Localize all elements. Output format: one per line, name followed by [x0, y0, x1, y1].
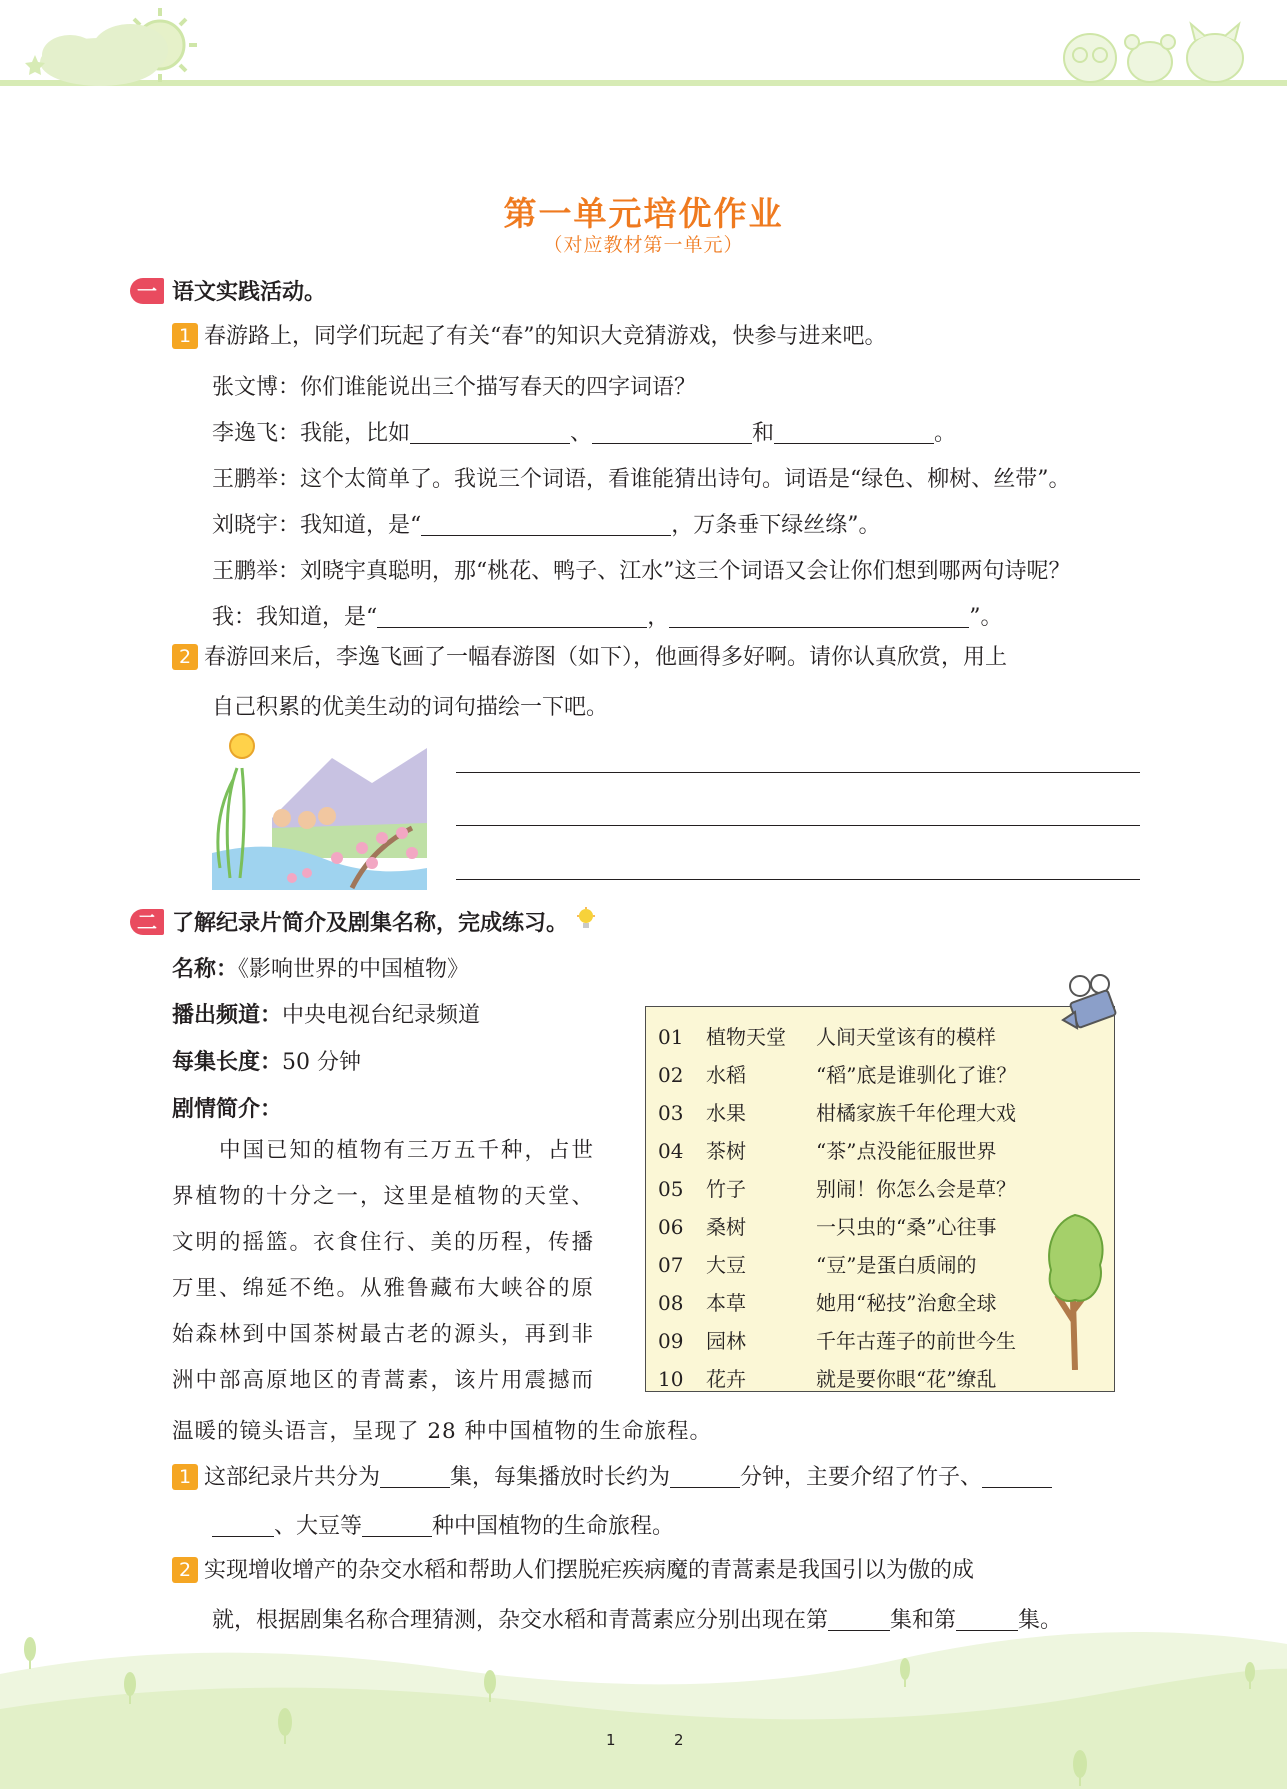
footer-hills-decoration — [0, 1614, 1287, 1789]
channel-label: 播出频道： — [172, 1003, 283, 1028]
episode-name: 竹子 — [706, 1177, 746, 1201]
s1-question-1 — [172, 322, 887, 352]
episode-row — [658, 1211, 996, 1240]
intro-line: 洲中部高原地区的青蒿素，该片用震撼而 — [172, 1368, 596, 1393]
episode-number: 04 — [658, 1139, 684, 1163]
intro-line: 文明的摇篮。衣食住行、美的历程，传播 — [172, 1230, 596, 1255]
s2-q1-text: 、大豆等 — [274, 1514, 363, 1539]
channel-row — [172, 998, 480, 1029]
s2-question-1 — [172, 1463, 1052, 1493]
episode-name: 植物天堂 — [706, 1025, 786, 1049]
episode-title: “豆”是蛋白质闹的 — [816, 1253, 977, 1277]
episode-row — [658, 1097, 1016, 1126]
intro-label — [172, 1092, 282, 1123]
intro-line: 中国已知的植物有三万五千种，占世 — [172, 1138, 596, 1163]
spring-outing-illustration — [212, 728, 427, 890]
episode-number: 09 — [658, 1329, 684, 1353]
dialogue-line-4-tail: ，万条垂下绿丝绦”。 — [671, 513, 881, 538]
intro-paragraph — [172, 1128, 634, 1404]
doc-name-value: 《影响世界的中国植物》 — [238, 957, 470, 982]
s2-q1-badge: 1 — [172, 1464, 198, 1490]
episode-title: “稻”底是谁驯化了谁？ — [816, 1063, 1017, 1087]
dialogue-line-5: 王鹏举：刘晓宇真聪明，那“桃花、鸭子、江水”这三个词语又会让你们想到哪两句诗呢？ — [212, 559, 1071, 584]
dialogue-line-6 — [212, 600, 1003, 631]
episode-title: 她用“秘技”治愈全球 — [816, 1291, 997, 1315]
writing-line[interactable] — [456, 825, 1140, 826]
episode-number: 03 — [658, 1101, 684, 1125]
episode-name: 水稻 — [706, 1063, 746, 1087]
length-row — [172, 1045, 361, 1076]
episode-title: 人间天堂该有的模样 — [816, 1025, 996, 1049]
animal-faces-icon — [1064, 24, 1243, 82]
answer-blank[interactable] — [670, 1465, 740, 1488]
episode-number: 01 — [658, 1025, 684, 1049]
s2-q1-cont — [212, 1509, 674, 1540]
episode-name: 水果 — [706, 1101, 746, 1125]
page-subtitle: （对应教材第一单元） — [543, 234, 744, 256]
episode-row — [658, 1287, 996, 1316]
intro-label-text: 剧情简介： — [172, 1097, 283, 1122]
episode-name: 本草 — [706, 1291, 746, 1315]
answer-blank[interactable] — [212, 1514, 274, 1537]
channel-value: 中央电视台纪录频道 — [282, 1003, 481, 1028]
s2-q1-text: 这部纪录片共分为 — [204, 1465, 381, 1490]
separator: ”。 — [969, 605, 1003, 630]
separator: ， — [647, 605, 670, 630]
s2-q2-text: 集。 — [1018, 1608, 1063, 1633]
lightbulb-icon — [576, 907, 596, 937]
dialogue-line-2 — [212, 416, 956, 447]
answer-blank[interactable] — [592, 421, 752, 444]
episode-number: 06 — [658, 1215, 684, 1239]
intro-line: 万里、绵延不绝。从雅鲁藏布大峡谷的原 — [172, 1276, 596, 1301]
episode-number: 05 — [658, 1177, 684, 1201]
episode-title: 柑橘家族千年伦理大戏 — [816, 1101, 1016, 1125]
episode-row — [658, 1173, 1016, 1202]
length-label: 每集长度： — [172, 1050, 283, 1075]
s1-q2-badge: 2 — [172, 644, 198, 670]
length-value: 50 分钟 — [282, 1050, 362, 1075]
writing-line[interactable] — [456, 879, 1140, 880]
episode-row — [658, 1135, 996, 1164]
section-1-badge: 一 — [130, 278, 164, 304]
dialogue-line-2-text: 李逸飞：我能，比如 — [212, 421, 411, 446]
answer-blank[interactable] — [380, 1465, 450, 1488]
episode-name: 园林 — [706, 1329, 746, 1353]
episode-number: 02 — [658, 1063, 684, 1087]
episode-row — [658, 1325, 1016, 1354]
episode-number: 07 — [658, 1253, 684, 1277]
separator: 和 — [752, 421, 775, 446]
dialogue-line-1: 张文博：你们谁能说出三个描写春天的四字词语？ — [212, 375, 697, 400]
section-2-heading — [130, 906, 596, 937]
episode-row — [658, 1021, 996, 1050]
doc-name-label: 名称： — [172, 957, 239, 982]
s1-q1-badge: 1 — [172, 323, 198, 349]
page-title: 第一单元培优作业 — [503, 194, 784, 233]
intro-line: 界植物的十分之一，这里是植物的天堂、 — [172, 1184, 596, 1209]
answer-blank[interactable] — [410, 421, 570, 444]
episode-title: 千年古莲子的前世今生 — [816, 1329, 1016, 1353]
episode-name: 大豆 — [706, 1253, 746, 1277]
answer-blank[interactable] — [421, 513, 671, 536]
answer-blank[interactable] — [982, 1465, 1052, 1488]
episode-row — [658, 1363, 996, 1392]
section-1-heading — [130, 275, 326, 306]
episode-number: 08 — [658, 1291, 684, 1315]
episode-title: 别闹！你怎么会是草？ — [816, 1177, 1016, 1201]
episode-title: “茶”点没能征服世界 — [816, 1139, 997, 1163]
intro-line: 始森林到中国茶树最古老的源头，再到非 — [172, 1322, 596, 1347]
answer-blank[interactable] — [669, 605, 969, 628]
s2-q1-text: 种中国植物的生命旅程。 — [432, 1514, 675, 1539]
intro-last-line: 温暖的镜头语言，呈现了 28 种中国植物的生命旅程。 — [172, 1419, 713, 1444]
cloud-icon — [40, 24, 168, 86]
s1-q2-prompt-cont: 自己积累的优美生动的词句描绘一下吧。 — [212, 695, 609, 720]
answer-blank[interactable] — [774, 421, 934, 444]
dialogue-line-6-text: 我：我知道，是“ — [212, 605, 378, 630]
dialogue-line-3: 王鹏举：这个太简单了。我说三个词语，看谁能猜出诗句。词语是“绿色、柳树、丝带”。 — [212, 467, 1071, 492]
answer-blank[interactable] — [377, 605, 647, 628]
episode-name: 桑树 — [706, 1215, 746, 1239]
s2-q2-text: 就，根据剧集名称合理猜测，杂交水稻和青蒿素应分别出现在第 — [212, 1608, 829, 1633]
separator: 、 — [570, 421, 593, 446]
s2-question-2 — [172, 1556, 974, 1586]
writing-line[interactable] — [456, 772, 1140, 773]
section-2-badge: 二 — [130, 909, 164, 935]
header-decoration — [0, 0, 1287, 110]
separator: 。 — [934, 421, 957, 446]
doc-name-row — [172, 952, 469, 983]
s1-question-2 — [172, 643, 1007, 673]
section-1-title: 语文实践活动。 — [172, 280, 327, 305]
s2-q1-text: 分钟，主要介绍了竹子、 — [740, 1465, 983, 1490]
tree-icon — [1045, 1210, 1107, 1370]
episode-number: 10 — [658, 1367, 684, 1391]
page-number-right: 2 — [674, 1731, 684, 1749]
page-number-left: 1 — [606, 1731, 616, 1749]
episode-title: 一只虫的“桑”心往事 — [816, 1215, 997, 1239]
film-camera-icon — [1055, 972, 1130, 1042]
s2-q1-text: 集，每集播放时长约为 — [450, 1465, 671, 1490]
episode-name: 茶树 — [706, 1139, 746, 1163]
s2-q2-text: 实现增收增产的杂交水稻和帮助人们摆脱疟疾病魔的青蒿素是我国引以为傲的成 — [204, 1558, 975, 1583]
episode-row — [658, 1249, 976, 1278]
episode-row — [658, 1059, 1016, 1088]
s2-q2-badge: 2 — [172, 1557, 198, 1583]
s1-q1-prompt: 春游路上，同学们玩起了有关“春”的知识大竞猜游戏，快参与进来吧。 — [204, 324, 887, 349]
answer-blank[interactable] — [362, 1514, 432, 1537]
dialogue-line-4 — [212, 508, 881, 539]
episode-name: 花卉 — [706, 1367, 746, 1391]
section-2-title: 了解纪录片简介及剧集名称，完成练习。 — [172, 911, 569, 936]
episode-title: 就是要你眼“花”缭乱 — [816, 1367, 997, 1391]
s2-q2-text: 集和第 — [890, 1608, 957, 1633]
dialogue-line-4-text: 刘晓宇：我知道，是“ — [212, 513, 422, 538]
s1-q2-prompt: 春游回来后，李逸飞画了一幅春游图（如下），他画得多好啊。请你认真欣赏，用上 — [204, 645, 1008, 670]
